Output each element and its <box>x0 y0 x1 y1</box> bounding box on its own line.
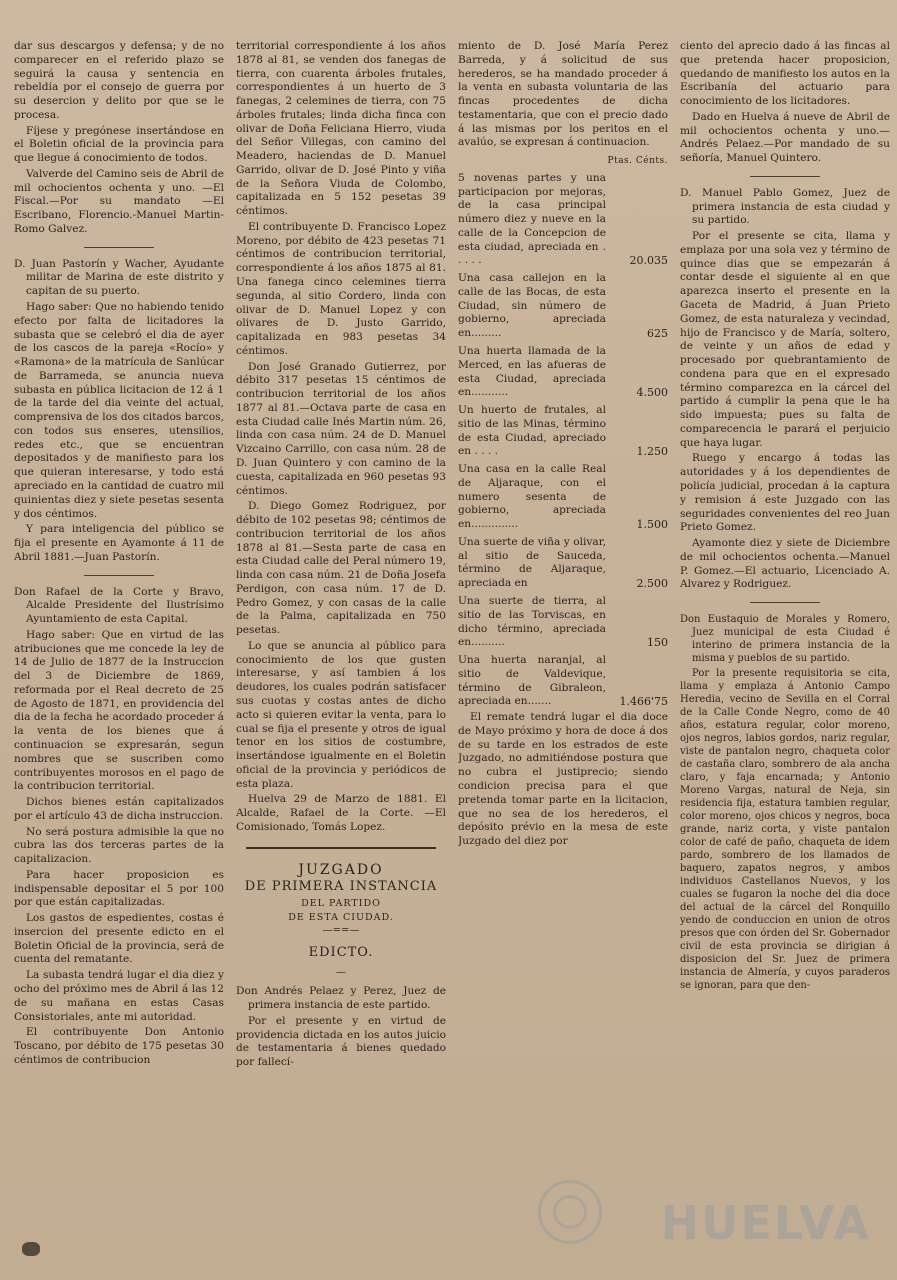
paragraph: Dado en Huelva á nueve de Abril de mil ochocientos ochenta y uno.—Andrés Pelaez.—Por mandado de su señoría, Manuel Quintero. <box>680 110 890 165</box>
ornament: —==— <box>322 925 360 937</box>
paragraph: Don José Granado Gutierrez, por débito 317 pesetas 15 céntimos de contribucion territorial de los años 1877 al 81.—Octava parte de casa en esta Ciudad calle Inés Martin núm. 26, linda con casa núm. 24 de D. Manuel Vizcaino Carrillo, con casa núm. 28 de D. Juan Quintero y con camino de la cuesta, capitalizada en 960 pesetas 93 céntimos. <box>236 360 446 497</box>
notice-heading: D. Juan Pastorín y Wacher, Ayudante militar de Marina de este distrito y capitan de su puerto. <box>14 257 224 298</box>
list-item <box>458 536 668 591</box>
paragraph: El contribuyente D. Francisco Lopez Moreno, por débito de 423 pesetas 71 céntimos de contribucion territorial, correspondiente á los años 1875 al 81. Una fanega cinco celemines tierra segunda, al sitio Cordero, linda con olivar de D. Manuel Lopez y con olivares de D. Justo Garrido, capitalizada en 983 pesetas 34 céntimos. <box>236 220 446 357</box>
edict-title: EDICTO. <box>308 945 374 961</box>
item-description: Una casa en la calle Real de Aljaraque, con el numero sesenta de gobierno, apreciada en.............. <box>458 463 606 531</box>
divider <box>750 602 820 603</box>
paragraph: Valverde del Camino seis de Abril de mil ochocientos ochenta y uno. —El Fiscal.—Por su mandato —El Escribano, Florencio.-Manuel Martin-Romo Galvez. <box>14 167 224 235</box>
library-seal-icon <box>538 1180 602 1244</box>
paragraph: territorial correspondiente á los años 1878 al 81, se venden dos fanegas de tierra, con cuarenta árboles frutales, correspondientes á un huerto de 3 fanegas, 2 celemines de tierra, con 75 árboles frutales; linda dicha finca con olivar de Doña Feliciana Hierro, viuda del Señor Villegas, con camino del Meadero, haciendas de D. Manuel Garrido, olivar de D. José Pinto y viña de la Señora Viuda de Colombo, capitalizada en 5 152 pesetas 39 céntimos. <box>236 40 446 218</box>
section-divider <box>246 847 436 849</box>
notice-heading: D. Manuel Pablo Gomez, Juez de primera instancia de esta ciudad y su partido. <box>680 186 890 227</box>
watermark: HUELVA <box>660 1196 871 1250</box>
paragraph: Fíjese y pregónese insertándose en el Boletin oficial de la provincia para que llegue á conocimiento de todos. <box>14 124 224 165</box>
paragraph: Por el presente y en virtud de providencia dictada en los autos juicio de testamentaria á bienes quedado por fallecí- <box>236 1014 446 1069</box>
item-description: Una suerte de viña y olivar, al sitio de Sauceda, término de Aljaraque, apreciada en <box>458 535 606 590</box>
column-2 <box>236 40 446 1230</box>
paragraph: Ruego y encargo á todas las autoridades y á los dependientes de policía judicial, procedan á la captura y remision á este Juzgado con las seguridades convenientes del reo Juan Prieto Gomez. <box>680 452 890 534</box>
paragraph: Por la presente requisitoria se cita, llama y emplaza á Antonio Campo Heredia, vecino de Sevilla en el Corral de la Calle Conde Negro, como de 40 años, estatura regular, color moreno, ojos negros, labios gordos, nariz regular, viste de pantalon negro, chaqueta color de castaña claro, sombrero de ala ancha claro, y faja encarnada; y Antonio Moreno Vargas, natural de Neja, sin residencia fija, estatura tambien regular, color moreno, ojos chicos y negros, boca grande, nariz corta, y viste pantalon color de café de paño, chaqueta de idem pardo, sombrero de los llamados de baquero, zapatos negros, y ambos individuos Castellanos Nuevos, y los cuales se fugaron la noche del dia doce del actual de la cárcel del Ronquillo yendo de conduccion en union de otros presos que con órden del Sr. Gobernador civil de esta provincia se dirigian á disposicion del Sr. Juez de primera instancia de Almería, y cuyos paraderos se ignoran, para que den- <box>680 668 890 992</box>
divider <box>84 575 154 576</box>
list-item <box>458 404 668 459</box>
item-value: 1.500 <box>636 517 668 531</box>
paragraph: No será postura admisible la que no cubra las dos terceras partes de la capitalizacion. <box>14 825 224 866</box>
paragraph: Dichos bienes están capitalizados por el artículo 43 de dicha instruccion. <box>14 796 224 822</box>
list-item <box>458 654 668 709</box>
paragraph: ciento del aprecio dado á las fincas al que pretenda hacer proposicion, quedando de manifiesto los autos en la Escribanía del actuario para conocimiento de los licitadores. <box>680 40 890 108</box>
item-description: Una huerta llamada de la Merced, en las afueras de esta Ciudad, apreciada en........... <box>458 345 606 399</box>
item-description: Una casa callejon en la calle de las Bocas, de esta Ciudad, sin número de gobierno, apreciada en......... <box>458 272 606 340</box>
divider <box>84 247 154 248</box>
list-item <box>458 172 668 268</box>
paragraph: Por el presente se cita, llama y emplaza por una sola vez y término de quince dias que se empezarán á contar desde el siguiente al en que aparezca inserto el presente en la Gaceta de Madrid, á Juan Prieto Gomez, de esta naturaleza y vecindad, hijo de Francisco y de María, soltero, de veinte y un años de edad y procesado por quebrantamiento de condena para que en el expresado término comparezca en la cárcel del partido á cumplir la pena que le ha sido impuesta; pues su falta de comparecencia le parará el perjuicio que haya lugar. <box>680 230 890 449</box>
notice-heading: Don Andrés Pelaez y Perez, Juez de primera instancia de este partido. <box>236 985 446 1012</box>
ink-blot-icon <box>22 1242 40 1256</box>
price-column-header: Ptas. Cénts. <box>607 156 668 167</box>
item-value: 4.500 <box>636 385 668 399</box>
paragraph: Hago saber: Que en virtud de las atribuciones que me concede la ley de 14 de Julio de 1877 de la Instruccion del 3 de Diciembre de 1869, reformada por el Real decreto de 25 de Agosto de 1871, en providencia del dia de la fecha he acordado proceder á la venta de los bienes que á continuacion se expresarán, segun nombres que se suscriben como contribuyentes morosos en el pago de la contribucion territorial. <box>14 628 224 793</box>
notice-heading: Don Eustaquio de Morales y Romero, Juez municipal de esta Ciudad é interino de primera instancia de la misma y pueblos de su partido. <box>680 614 890 665</box>
item-description: 5 novenas partes y una participacion por mejoras, de la casa principal número diez y nueve en la calle de la Concepcion de esta ciudad, apreciada en . . . . . <box>458 171 606 267</box>
list-item <box>458 463 668 532</box>
item-value: 20.035 <box>629 253 668 267</box>
section-heading: JUZGADO <box>298 861 384 878</box>
list-item <box>458 272 668 341</box>
item-description: Un huerto de frutales, al sitio de las Minas, término de esta Ciudad, apreciado en . . . . <box>458 404 606 458</box>
item-description: Una huerta naranjal, al sitio de Valdevique, término de Gibraleon, apreciada en....... <box>458 654 606 708</box>
item-value: 625 <box>647 326 668 340</box>
paragraph: Los gastos de espedientes, costas é insercion del presente edicto en el Boletin Oficial de la provincia, será de cuenta del rematante. <box>14 912 224 966</box>
paragraph: Hago saber: Que no habiendo tenido efecto por falta de licitadores la subasta que se celebró el dia de ayer de los cascos de la pareja «Rocío» y «Ramona» de la matrícula de Sanlúcar de Barrameda, se anuncia nueva subasta en pública licitacion de 12 á 1 de la tarde del dia veinte del actual, comprensiva de los dos citados barcos, con todos sus enseres, utensilios, redes etc., que se encuentran depositados y de manifiesto para los que quieran interesarse, y todo está apreciado en la cantidad de cuatro mil quinientas diez y siete pesetas sesenta y dos céntimos. <box>14 301 224 520</box>
list-item <box>458 345 668 400</box>
item-value: 2.500 <box>636 576 668 590</box>
item-value: 1.466'75 <box>619 694 668 708</box>
paragraph: Huelva 29 de Marzo de 1881. El Alcalde, Rafael de la Corte. —El Comisionado, Tomás Lopez. <box>236 793 446 833</box>
list-item <box>458 595 668 650</box>
paragraph: La subasta tendrá lugar el dia diez y ocho del próximo mes de Abril á las 12 de su mañana en estas Casas Consistoriales, ante mi autoridad. <box>14 969 224 1023</box>
section-caption: DEL PARTIDO <box>301 897 381 909</box>
column-3 <box>458 40 668 1230</box>
paragraph: Para hacer proposicion es indispensable depositar el 5 por 100 por que están capitalizadas. <box>14 868 224 909</box>
paragraph: dar sus descargos y defensa; y de no comparecer en el referido plazo se seguirá la causa y sentencia en rebeldía por el consejo de guerra por su desercion y delito por que se le procesa. <box>14 40 224 121</box>
paragraph: D. Diego Gomez Rodriguez, por débito de 102 pesetas 98; céntimos de contribucion territorial de los años 1878 al 81.—Sesta parte de casa en esta Ciudad calle del Peral número 19, linda con casa núm. 21 de Doña Josefa Perdigon, con casa núm. 17 de D. Pedro Gomez, y con casas de la calle de la Palma, capitalizada en 750 pesetas. <box>236 500 446 637</box>
paragraph: Ayamonte diez y siete de Diciembre de mil ochocientos ochenta.—Manuel P. Gomez.—El actuario, Licenciado A. Alvarez y Rodriguez. <box>680 537 890 591</box>
item-description: Una suerte de tierra, al sitio de las Torviscas, en dicho término, apreciada en.......... <box>458 595 606 649</box>
paragraph: Y para inteligencia del público se fija el presente en Ayamonte á 11 de Abril 1881.—Juan Pastorín. <box>14 523 224 563</box>
divider <box>750 176 820 177</box>
section-caption: DE ESTA CIUDAD. <box>288 912 394 924</box>
paragraph: Lo que se anuncia al público para conocimiento de los que gusten interesarse, y así tambien á los deudores, los cuales podrán satisfacer sus cuotas y costas antes de dicho acto si quieren evitar la venta, para lo cual se fija el presente y otros de igual tenor en los sitios de costumbre, insertándose igualmente en el Boletin oficial de la provincia y periódicos de esta plaza. <box>236 639 446 790</box>
item-value: 1.250 <box>636 444 668 458</box>
section-subheading: DE PRIMERA INSTANCIA <box>244 878 438 894</box>
column-1 <box>14 40 224 1230</box>
ornament: — <box>336 967 346 979</box>
notice-heading: Don Rafael de la Corte y Bravo, Alcalde Presidente del Ilustrísimo Ayuntamiento de esta Capital. <box>14 585 224 626</box>
paragraph: miento de D. José María Perez Barreda, y á solicitud de sus herederos, se ha mandado proceder á la venta en subasta voluntaria de las fincas procedentes de dicha testamentaria, que con el precio dado á las mismas por los peritos en el avalúo, se expresan á continuacion. <box>458 40 668 149</box>
paragraph: El contribuyente Don Antonio Toscano, por débito de 175 pesetas 30 céntimos de contribucion <box>14 1026 224 1066</box>
paragraph: El remate tendrá lugar el dia doce de Mayo próximo y hora de doce á dos de su tarde en los estrados de este Juzgado, no admitiéndose postura que no cubra el justiprecio; siendo condicion precisa para el que pretenda tomar parte en la licitacion, que no sea de los herederos, el depósito prévio en la mesa de este Juzgado del diez por <box>458 711 668 848</box>
item-value: 150 <box>647 635 668 649</box>
text-columns <box>14 40 890 1230</box>
column-4 <box>680 40 890 1230</box>
